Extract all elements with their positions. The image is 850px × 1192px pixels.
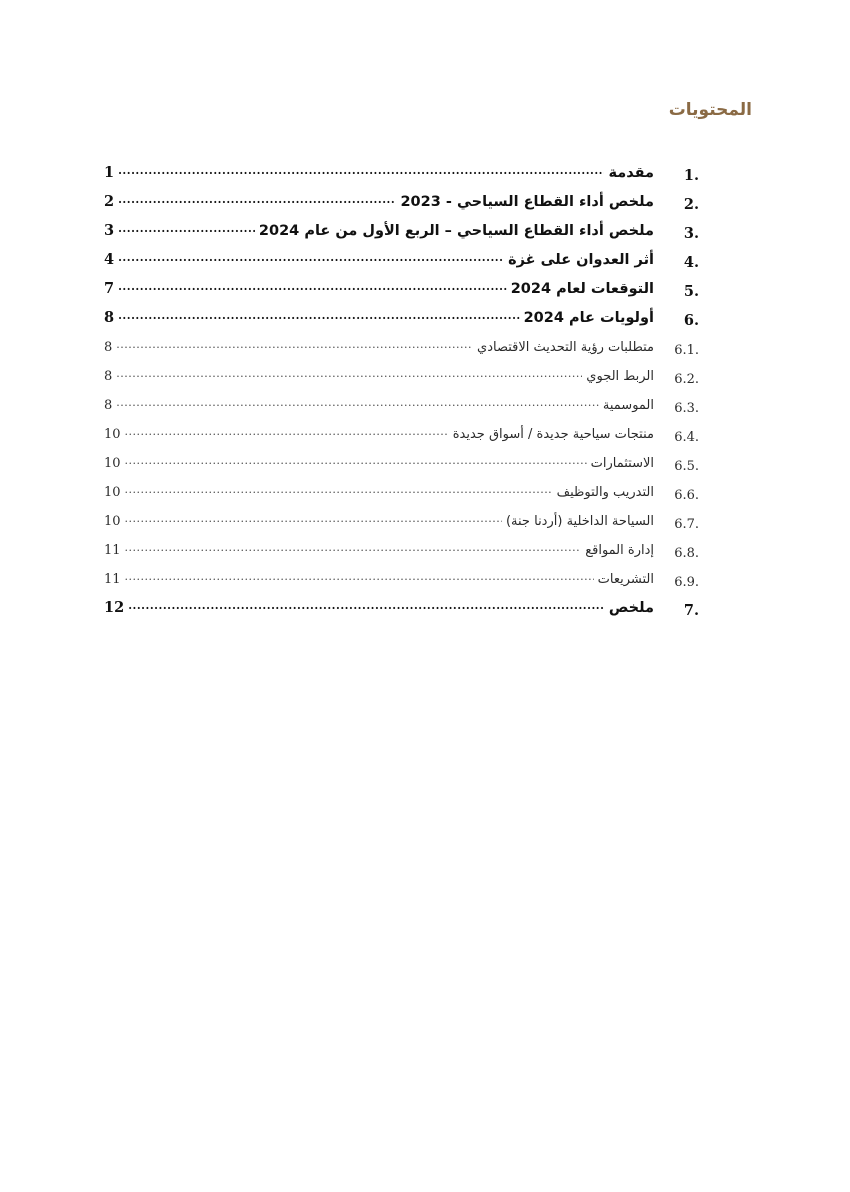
toc-entry-number: 6.4.	[674, 430, 699, 445]
toc-entry-page: 8	[104, 309, 115, 326]
toc-entry-page: 2	[104, 193, 115, 210]
toc-entry-number: 4.	[683, 254, 699, 271]
dot-leader	[125, 532, 582, 561]
toc-entry-title: منتجات سياحية جديدة / أسواق جديدة	[452, 427, 654, 442]
toc-entry-number: 6.9.	[674, 575, 699, 590]
toc-entry-6-2[interactable]	[104, 358, 699, 387]
toc-entry-number: 6.	[683, 312, 699, 329]
toc-entry-6-6[interactable]	[104, 474, 699, 503]
toc-entry-number: 7.	[683, 602, 699, 619]
toc-entry-page: 8	[104, 369, 113, 384]
toc-entry-number: 6.5.	[674, 459, 699, 474]
toc-entry-title: أثر العدوان على غزة	[508, 252, 654, 268]
toc-entry-4[interactable]	[104, 242, 699, 271]
toc-entry-number: 6.3.	[674, 401, 699, 416]
toc-entry-page: 11	[104, 543, 121, 558]
toc-entry-6-3[interactable]	[104, 387, 699, 416]
toc-heading: المحتويات	[668, 100, 752, 120]
table-of-contents	[104, 155, 699, 619]
toc-entry-page: 3	[104, 222, 115, 239]
toc-entry-5[interactable]	[104, 271, 699, 300]
toc-entry-3[interactable]	[104, 213, 699, 242]
dot-leader	[116, 387, 599, 416]
toc-entry-page: 4	[104, 251, 115, 268]
toc-entry-6-9[interactable]	[104, 561, 699, 590]
dot-leader	[116, 358, 582, 387]
dot-leader	[128, 590, 605, 619]
toc-entry-6[interactable]	[104, 300, 699, 329]
toc-entry-page: 10	[104, 427, 121, 442]
toc-entry-page: 8	[104, 398, 113, 413]
toc-entry-7[interactable]	[104, 590, 699, 619]
toc-entry-title: ملخص	[608, 600, 654, 616]
toc-entry-number: 6.1.	[674, 343, 699, 358]
dot-leader	[118, 242, 504, 271]
toc-entry-6-1[interactable]	[104, 329, 699, 358]
toc-entry-6-7[interactable]	[104, 503, 699, 532]
toc-entry-title: السياحة الداخلية (أردنا جنة)	[505, 514, 654, 529]
toc-entry-title: التوقعات لعام 2024	[510, 281, 654, 297]
toc-entry-number: 6.8.	[674, 546, 699, 561]
toc-entry-title: أولويات عام 2024	[523, 310, 654, 326]
toc-entry-number: 6.6.	[674, 488, 699, 503]
toc-entry-6-5[interactable]	[104, 445, 699, 474]
toc-entry-page: 10	[104, 456, 121, 471]
toc-entry-2[interactable]	[104, 184, 699, 213]
toc-entry-number: 1.	[683, 167, 699, 184]
toc-entry-title: إدارة المواقع	[585, 543, 654, 558]
toc-entry-page: 10	[104, 485, 121, 500]
toc-entry-title: مقدمة	[608, 165, 654, 181]
dot-leader	[125, 474, 553, 503]
toc-entry-6-4[interactable]	[104, 416, 699, 445]
toc-entry-title: التدريب والتوظيف	[556, 485, 654, 500]
toc-entry-1[interactable]	[104, 155, 699, 184]
dot-leader	[125, 561, 594, 590]
toc-entry-title: متطلبات رؤية التحديث الاقتصادي	[477, 340, 654, 355]
dot-leader	[118, 213, 255, 242]
toc-entry-number: 2.	[683, 196, 699, 213]
toc-entry-title: الاستثمارات	[590, 456, 654, 471]
toc-entry-number: 6.2.	[674, 372, 699, 387]
toc-entry-page: 10	[104, 514, 121, 529]
toc-entry-title: التشريعات	[597, 572, 654, 587]
dot-leader	[125, 416, 449, 445]
toc-entry-page: 11	[104, 572, 121, 587]
dot-leader	[125, 445, 587, 474]
toc-entry-title: ملخص أداء القطاع السياحي – الربع الأول من عام 2024	[258, 223, 654, 239]
toc-entry-number: 6.7.	[674, 517, 699, 532]
dot-leader	[118, 184, 396, 213]
toc-entry-title: ملخص أداء القطاع السياحي - 2023	[400, 194, 654, 210]
toc-entry-page: 7	[104, 280, 115, 297]
toc-entry-number: 5.	[683, 283, 699, 300]
dot-leader	[125, 503, 502, 532]
toc-entry-page: 12	[104, 599, 125, 616]
toc-entry-page: 8	[104, 340, 113, 355]
toc-entry-title: الربط الجوي	[586, 369, 654, 384]
toc-entry-page: 1	[104, 164, 115, 181]
dot-leader	[118, 271, 507, 300]
dot-leader	[116, 329, 473, 358]
toc-entry-number: 3.	[683, 225, 699, 242]
dot-leader	[118, 155, 604, 184]
toc-entry-6-8[interactable]	[104, 532, 699, 561]
dot-leader	[118, 300, 519, 329]
toc-entry-title: الموسمية	[602, 398, 654, 413]
